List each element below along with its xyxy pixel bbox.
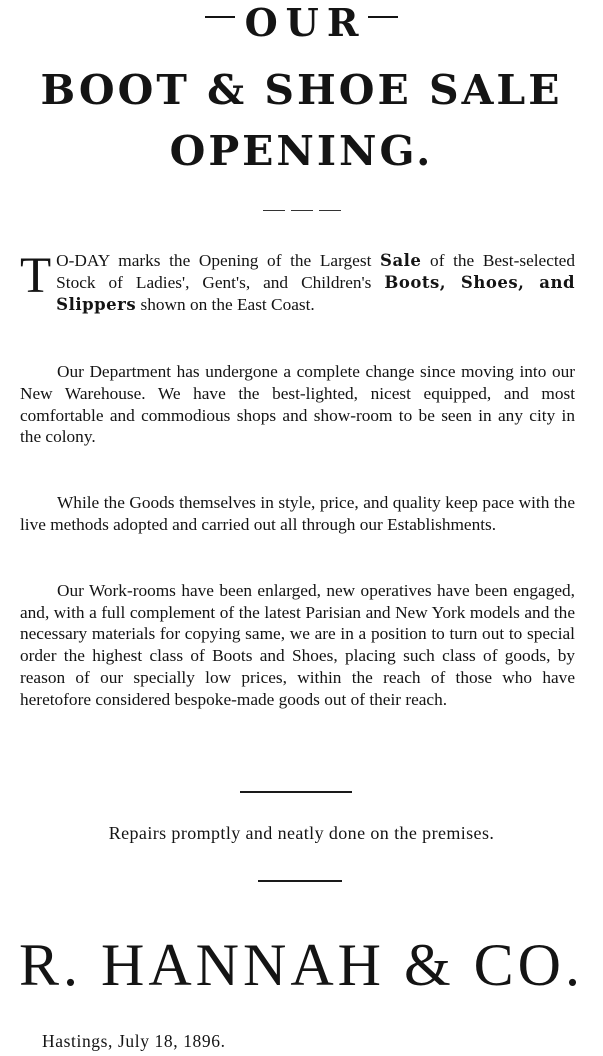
dash-segment (263, 210, 285, 211)
our-word: OUR (244, 0, 367, 45)
goods-paragraph: While the Goods themselves in style, price, and quality keep pace with the live methods adopted and carried out all through our Establishments. (20, 493, 575, 534)
repairs-notice: Repairs promptly and neatly done on the premises. (108, 823, 495, 843)
intro-bold-sale: Sale (380, 251, 422, 270)
dashed-divider (0, 210, 603, 211)
intro-text-c: shown on the East Coast. (136, 294, 315, 314)
intro-paragraph (20, 250, 575, 315)
divider-rule (258, 880, 342, 882)
headline-line-2: OPENING. (169, 127, 434, 175)
left-ornament-rule (205, 16, 235, 18)
divider-rule (240, 791, 352, 793)
company-name: R. HANNAH & CO. (18, 932, 585, 998)
right-ornament-rule (368, 16, 398, 18)
our-heading (0, 0, 603, 46)
headline-line-1: BOOT & SHOE SALE (40, 66, 563, 114)
workrooms-paragraph: Our Work-rooms have been enlarged, new operatives have been engaged, and, with a full complement of the latest Parisian and New York models and the necessary materials for copying same, we are in a position to turn out to special order the highest class of Boots and Shoes, placing such class of goods, by reason of our specially low prices, within the reach of those who have heretofore considered bespoke-made goods out of their reach. (20, 581, 575, 709)
intro-bold-products: Boots, Shoes, and Slippers (56, 272, 575, 314)
drop-cap: T (20, 248, 52, 304)
dash-segment (319, 210, 341, 211)
dash-segment (291, 210, 313, 211)
intro-text-a: O-DAY marks the Opening of the Largest (56, 251, 381, 270)
dateline: Hastings, July 18, 1896. (42, 1031, 226, 1051)
intro-text-b: of the Best-selected Stock of Ladies', Gent's, and Children's (56, 251, 575, 292)
department-paragraph: Our Department has undergone a complete change since moving into our New Warehouse. We have the best-lighted, nicest equipped, and most comfortable and commodious shops and show-room to be seen in any city in the colony. (20, 362, 575, 447)
